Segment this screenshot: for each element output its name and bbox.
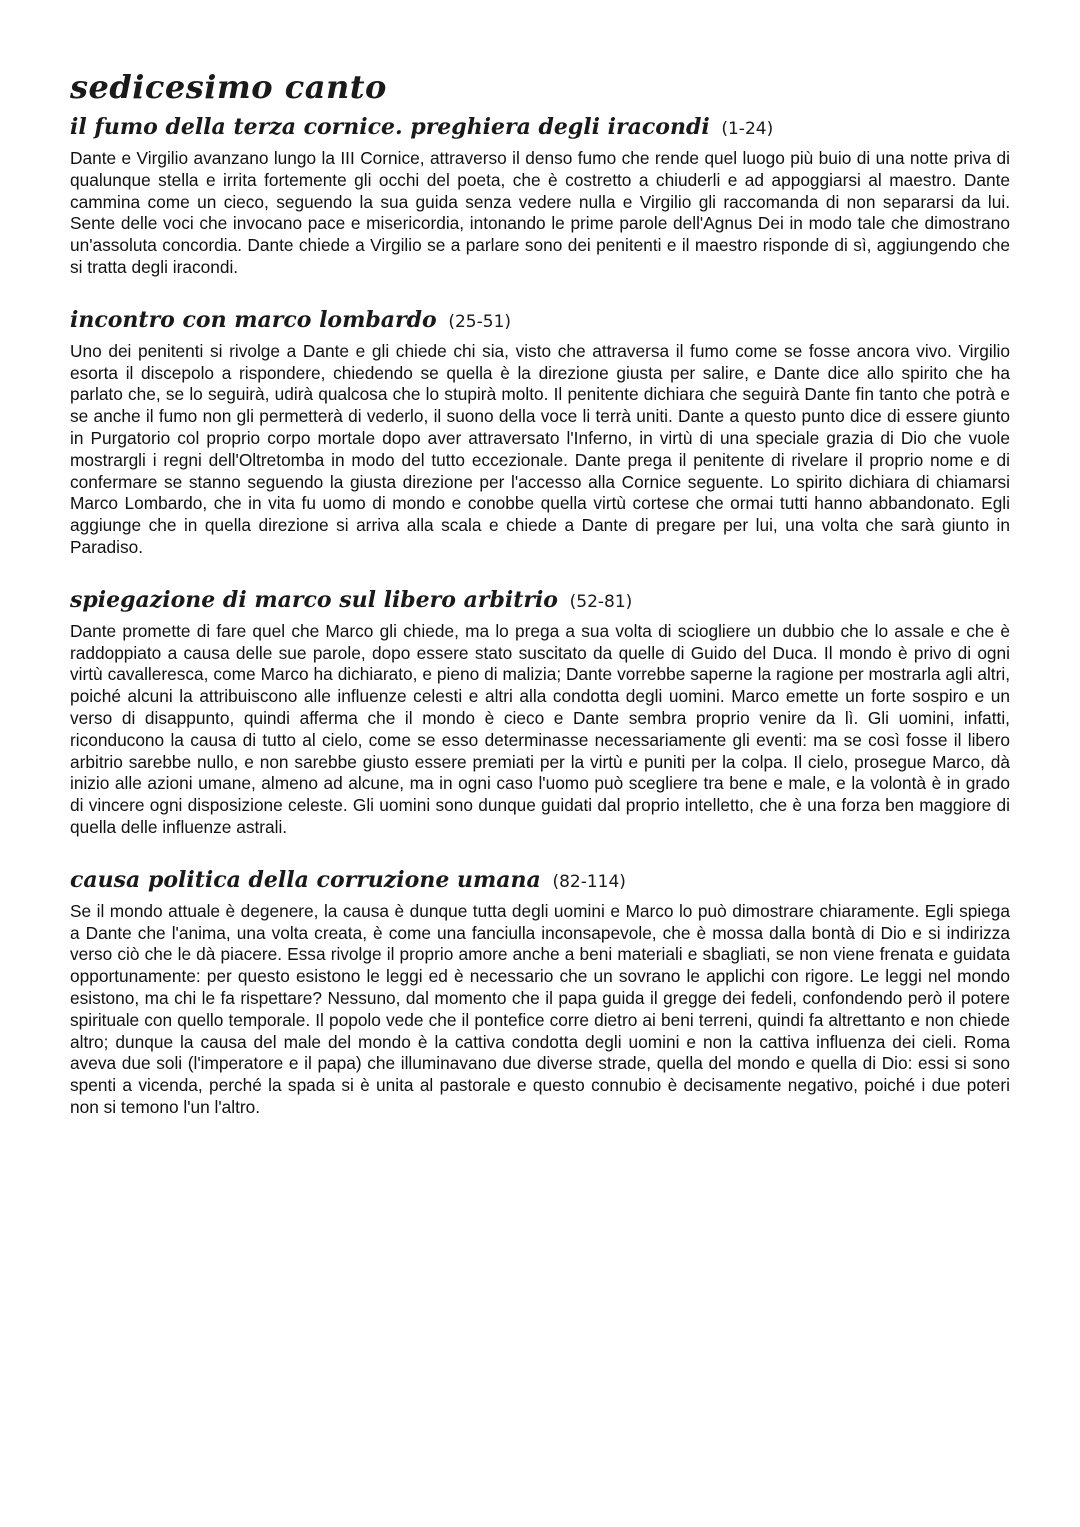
section-heading <box>70 865 1010 897</box>
verse-range: (52-81) <box>569 591 633 612</box>
section-body: Uno dei penitenti si rivolge a Dante e gli chiede chi sia, visto che attraversa il fumo come se fosse ancora vivo. Virgilio esorta il discepolo a rispondere, chiedendo se quella è la direzione giusta per salire, e Dante dice allo spirito che ha parlato che, se lo seguirà, udirà qualcosa che lo stupirà molto. Il penitente dichiara che seguirà Dante fin tanto che potrà e se anche il fumo non gli permetterà di vederlo, il suono della voce li terrà uniti. Dante a questo punto dice di essere giunto in Purgatorio col proprio corpo mortale dopo aver attraversato l'Inferno, in virtù di una speciale grazia di Dio che vuole mostrargli i regni dell'Oltretomba in modo del tutto eccezionale. Dante prega il penitente di rivelare il proprio nome e di confermare se stanno seguendo la giusta direzione per l'accesso alla Cornice seguente. Lo spirito dichiara di chiamarsi Marco Lombardo, che in vita fu uomo di mondo e conobbe quella virtù cortese che ormai tutti hanno abbandonato. Egli aggiunge che in quella direzione si arriva alla scala e chiede a Dante di pregare per lui, una volta che sarà giunto in Paradiso. <box>70 340 1010 557</box>
section-fumo-terza-cornice <box>70 112 1010 279</box>
section-heading-text: incontro con marco lombardo <box>70 306 437 333</box>
section-causa-politica <box>70 865 1010 1119</box>
section-heading <box>70 112 1010 144</box>
section-heading <box>70 585 1010 617</box>
verse-range: (82-114) <box>552 871 626 892</box>
section-body: Dante promette di fare quel che Marco gli chiede, ma lo prega a sua volta di sciogliere un dubbio che lo assale e che è raddoppiato a causa delle sue parole, dopo essere stato suscitato da quelle di Guido del Duca. Il mondo è privo di ogni virtù cavalleresca, come Marco ha dichiarato, e pieno di malizia; Dante vorrebbe saperne la ragione per mostrarla agli altri, poiché alcuni la attribuiscono alle influenze celesti e altri alla condotta degli uomini. Marco emette un forte sospiro e un verso di disappunto, quindi afferma che il mondo è cieco e Dante sembra proprio venire da lì. Gli uomini, infatti, riconducono la causa di tutto al cielo, come se esso determinasse necessariamente gli eventi: ma se così fosse il libero arbitrio sarebbe nullo, e non sarebbe giusto essere premiati per la virtù e puniti per la colpa. Il cielo, prosegue Marco, dà inizio alle azioni umane, almeno ad alcune, ma in ogni caso l'uomo può scegliere tra bene e male, e la volontà è in grado di vincere ogni disposizione celeste. Gli uomini sono dunque guidati dal proprio intelletto, che è una forza ben maggiore di quella delle influenze astrali. <box>70 620 1010 837</box>
section-incontro-marco-lombardo <box>70 305 1010 559</box>
verse-range: (25-51) <box>448 311 512 332</box>
section-body: Dante e Virgilio avanzano lungo la III Cornice, attraverso il denso fumo che rende quel luogo più buio di una notte priva di qualunque stella e irrita fortemente gli occhi del poeta, che è costretto a chiuderli e ad appoggiarsi al maestro. Dante cammina come un cieco, seguendo la sua guida senza vedere nulla e Virgilio gli raccomanda di non separarsi da lui. Sente delle voci che invocano pace e misericordia, intonando le prime parole dell'Agnus Dei in modo tale che dimostrano un'assoluta concordia. Dante chiede a Virgilio se a parlare sono dei penitenti e il maestro risponde di sì, aggiungendo che si tratta degli iracondi. <box>70 148 1010 277</box>
section-heading <box>70 305 1010 337</box>
section-heading-text: spiegazione di marco sul libero arbitrio <box>70 586 558 613</box>
section-libero-arbitrio <box>70 585 1010 839</box>
section-heading-text: il fumo della terza cornice. preghiera degli iracondi <box>70 114 710 140</box>
section-heading-text: causa politica della corruzione umana <box>70 866 541 893</box>
section-body: Se il mondo attuale è degenere, la causa è dunque tutta degli uomini e Marco lo può dimostrare chiaramente. Egli spiega a Dante che l'anima, una volta creata, è come una fanciulla inconsapevole, che è mossa dalla bontà di Dio e si indirizza verso ciò che le dà piacere. Essa rivolge il proprio amore anche a beni materiali e sbagliati, se non viene frenata e guidata opportunamente: per questo esistono le leggi ed è necessario che un sovrano le applichi con rigore. Le leggi nel mondo esistono, ma chi le fa rispettare? Nessuno, dal momento che il papa guida il gregge dei fedeli, confondendo però il potere spirituale con quello temporale. Il popolo vede che il pontefice corre dietro ai beni terreni, quindi fa altrettanto e non chiede altro; dunque la causa del male del mondo è la cattiva condotta degli uomini e non la cattiva influenza dei cieli. Roma aveva due soli (l'imperatore e il papa) che illuminavano due diverse strade, quella del mondo e quella di Dio: essi si sono spenti a vicenda, perché la spada si è unita al pastorale e questo connubio è decisamente negativo, poiché i due poteri non si temono l'un l'altro. <box>70 900 1010 1117</box>
verse-range: (1-24) <box>721 119 774 139</box>
page-title: sedicesimo canto <box>70 68 387 106</box>
